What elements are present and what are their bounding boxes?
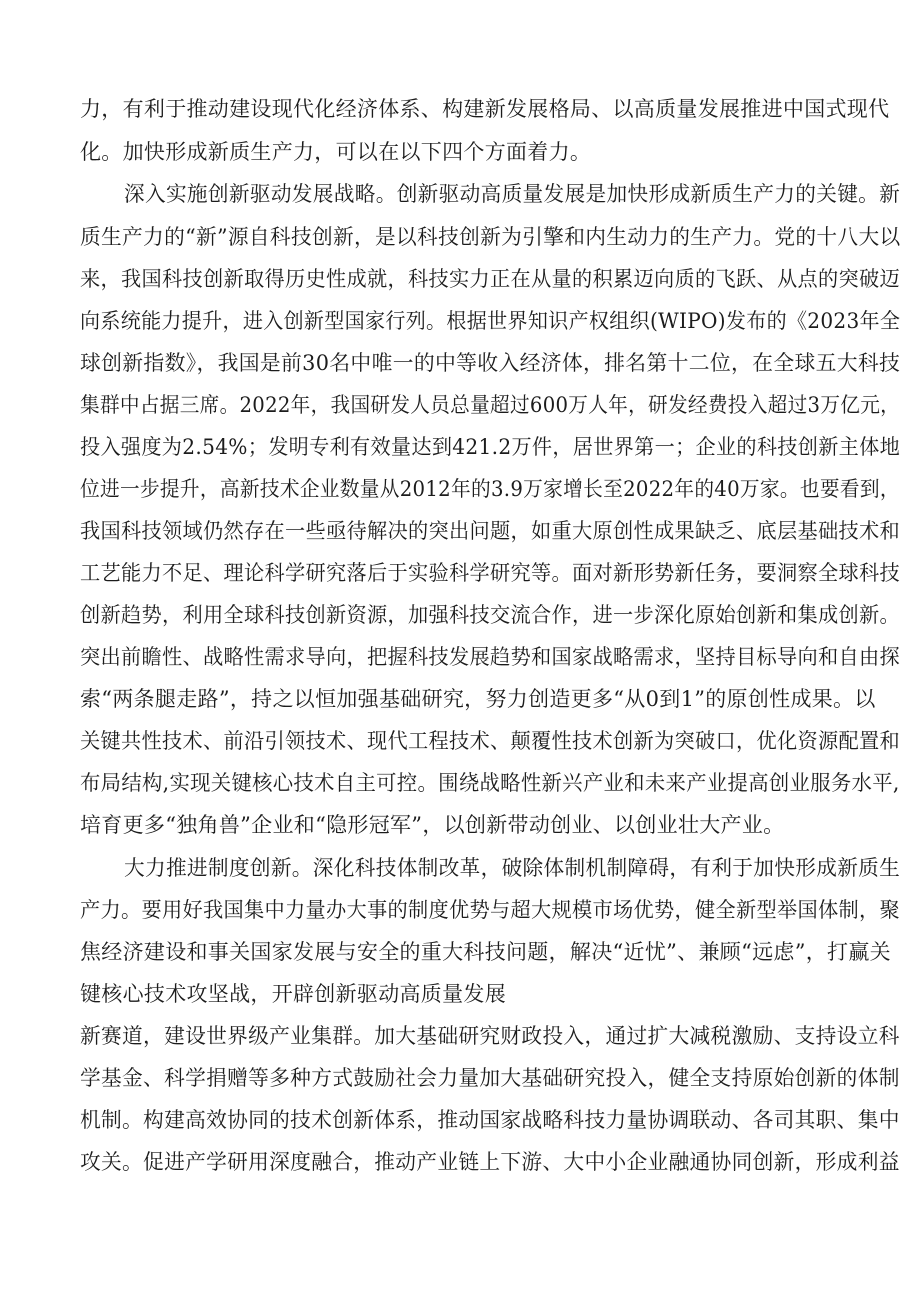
text-line: 化。加快形成新质生产力，可以在以下四个方面着力。 [80,140,592,164]
text-line: 索“两条腿走路”，持之以恒加强基础研究，努力创造更多“从0到1”的原创性成果。以 [80,687,876,711]
text-line: 创新趋势，利用全球科技创新资源，加强科技交流合作，进一步深化原始创新和集成创新。 [80,603,900,627]
text-line: 新赛道，建设世界级产业集群。加大基础研究财政投入，通过扩大减税激励、支持设立科 [80,1024,900,1048]
text-line: 向系统能力提升，进入创新型国家行列。根据世界知识产权组织(WIPO)发布的《2023年全 [80,309,901,333]
paragraph-first-line: 大力推进制度创新。深化科技体制改革，破除体制机制障碍，有利于加快形成新质生 [124,856,901,880]
text-line: 学基金、科学捐赠等多种方式鼓励社会力量加大基础研究投入，健全支持原始创新的体制 [80,1066,900,1090]
text-line: 来，我国科技创新取得历史性成就，科技实力正在从量的积累迈向质的飞跃、从点的突破迈 [80,267,900,291]
text-line: 工艺能力不足、理论科学研究落后于实验科学研究等。面对新形势新任务，要洞察全球科技 [80,561,900,585]
text-line: 质生产力的“新”源自科技创新，是以科技创新为引擎和内生动力的生产力。党的十八大以 [80,225,901,249]
text-line: 攻关。促进产学研用深度融合，推动产业链上下游、大中小企业融通协同创新，形成利益 [80,1150,900,1174]
text-line: 关键共性技术、前沿引领技术、现代工程技术、颠覆性技术创新为突破口，优化资源配置和 [80,729,900,753]
text-line: 球创新指数》，我国是前30名中唯一的中等收入经济体，排名第十二位，在全球五大科技 [80,351,901,375]
text-line: 机制。构建高效协同的技术创新体系，推动国家战略科技力量协调联动、各司其职、集中 [80,1108,900,1132]
text-line: 投入强度为2.54%；发明专利有效量达到421.2万件，居世界第一；企业的科技创新主体地 [80,435,901,459]
text-line: 布局结构,实现关键核心技术自主可控。围绕战略性新兴产业和未来产业提高创业服务水平, [80,771,900,795]
text-line: 位进一步提升，高新技术企业数量从2012年的3.9万家增长至2022年的40万家。也要看到， [80,477,900,501]
text-line: 产力。要用好我国集中力量办大事的制度优势与超大规模市场优势，健全新型举国体制，聚 [80,898,900,922]
text-line: 力，有利于推动建设现代化经济体系、构建新发展格局、以高质量发展推进中国式现代 [80,97,890,121]
text-line: 培育更多“独角兽”企业和“隐形冠军”，以创新带动创业、以创业壮大产业。 [80,813,785,837]
text-line: 集群中占据三席。2022年，我国研发人员总量超过600万人年，研发经费投入超过3万亿元， [80,393,901,417]
text-line: 焦经济建设和事关国家发展与安全的重大科技问题，解决“近忧”、兼顾“远虑”，打赢关 [80,940,891,964]
text-line: 突出前瞻性、战略性需求导向，把握科技发展趋势和国家战略需求，坚持目标导向和自由探 [80,645,900,669]
paragraph-first-line: 深入实施创新驱动发展战略。创新驱动高质量发展是加快形成新质生产力的关键。新 [124,182,901,206]
text-line: 我国科技领域仍然存在一些亟待解决的突出问题，如重大原创性成果缺乏、底层基础技术和 [80,519,900,543]
text-line: 键核心技术攻坚战，开辟创新驱动高质量发展 [80,982,506,1006]
